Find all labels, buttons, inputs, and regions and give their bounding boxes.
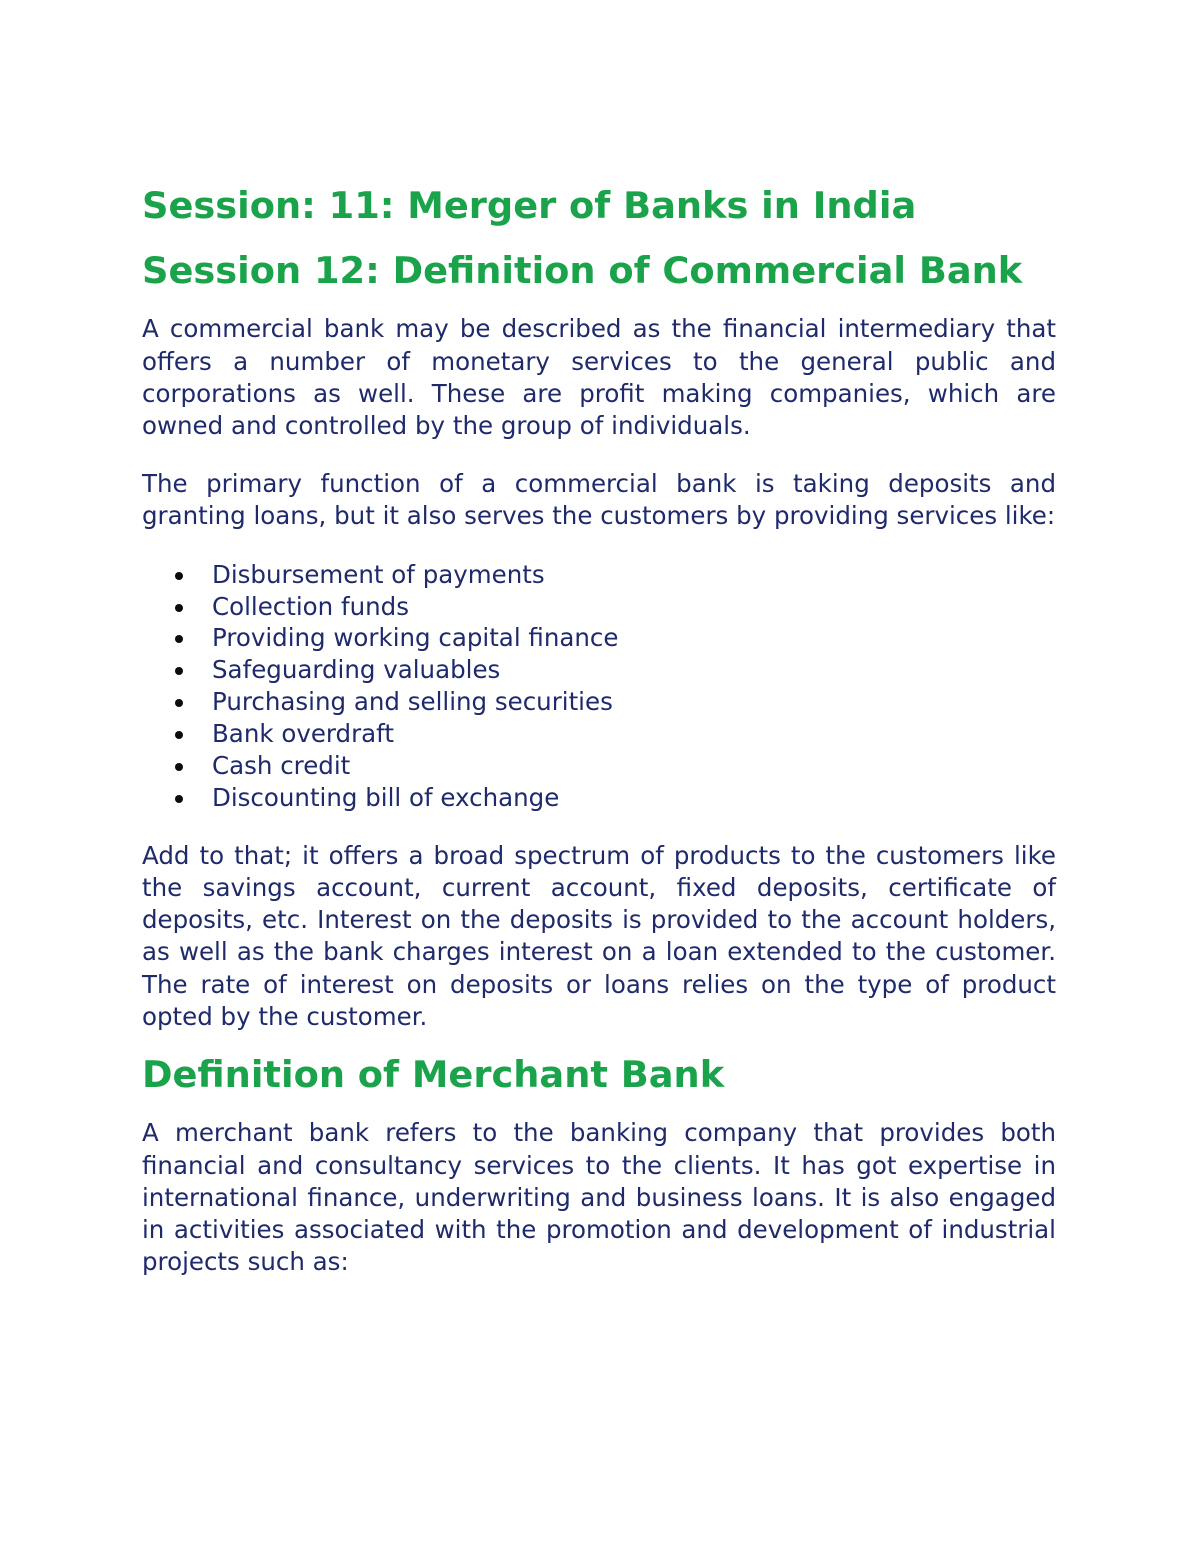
- list-item: [142, 718, 1056, 750]
- bullet-icon: [175, 572, 183, 580]
- bullet-icon: [175, 795, 183, 803]
- heading-merchant-bank: Definition of Merchant Bank: [142, 1053, 725, 1097]
- list-item: [142, 750, 1056, 782]
- heading-session-11: Session: 11: Merger of Banks in India: [142, 184, 917, 227]
- list-item: [142, 782, 1056, 814]
- heading-session-12: Session 12: Definition of Commercial Bank: [142, 249, 1023, 293]
- list-item: [142, 654, 1056, 686]
- list-item-text: Safeguarding valuables: [212, 655, 501, 685]
- paragraph-primary-function: The primary function of a commercial bank is taking deposits and granting loans, but it also serves the customers by providing services like:: [142, 469, 1056, 531]
- bullet-icon: [175, 604, 183, 612]
- services-list: [142, 559, 1056, 814]
- list-item-text: Collection funds: [212, 591, 409, 621]
- bullet-icon: [175, 731, 183, 739]
- list-item: [142, 559, 1056, 591]
- list-item-text: Discounting bill of exchange: [212, 782, 560, 812]
- list-item-text: Cash credit: [212, 751, 351, 781]
- paragraph-merchant-definition: A merchant bank refers to the banking company that provides both financial and consultancy services to the clients. It has got expertise in international finance, underwriting and business loans. It is also engaged in activities associated with the promotion and development of industrial projects such as:: [142, 1118, 1056, 1277]
- bullet-icon: [175, 667, 183, 675]
- list-item-text: Providing working capital finance: [212, 623, 619, 653]
- list-item-text: Bank overdraft: [212, 719, 394, 749]
- document-page: [142, 184, 1056, 1278]
- bullet-icon: [175, 763, 183, 771]
- list-item: [142, 622, 1056, 654]
- list-item: [142, 686, 1056, 718]
- bullet-icon: [175, 635, 183, 643]
- list-item-text: Disbursement of payments: [212, 559, 545, 589]
- list-item-text: Purchasing and selling securities: [212, 687, 613, 717]
- bullet-icon: [175, 699, 183, 707]
- paragraph-products: Add to that; it offers a broad spectrum of products to the customers like the savings account, current account, fixed deposits, certificate of deposits, etc. Interest on the deposits is provided to the account holders, as well as the bank charges interest on a loan extended to the customer. The rate of interest on deposits or loans relies on the type of product opted by the customer.: [142, 840, 1056, 1031]
- list-item: [142, 591, 1056, 623]
- paragraph-commercial-intro: A commercial bank may be described as the financial intermediary that offers a number of monetary services to the general public and corporations as well. These are profit making companies, which are owned and controlled by the group of individuals.: [142, 314, 1056, 441]
